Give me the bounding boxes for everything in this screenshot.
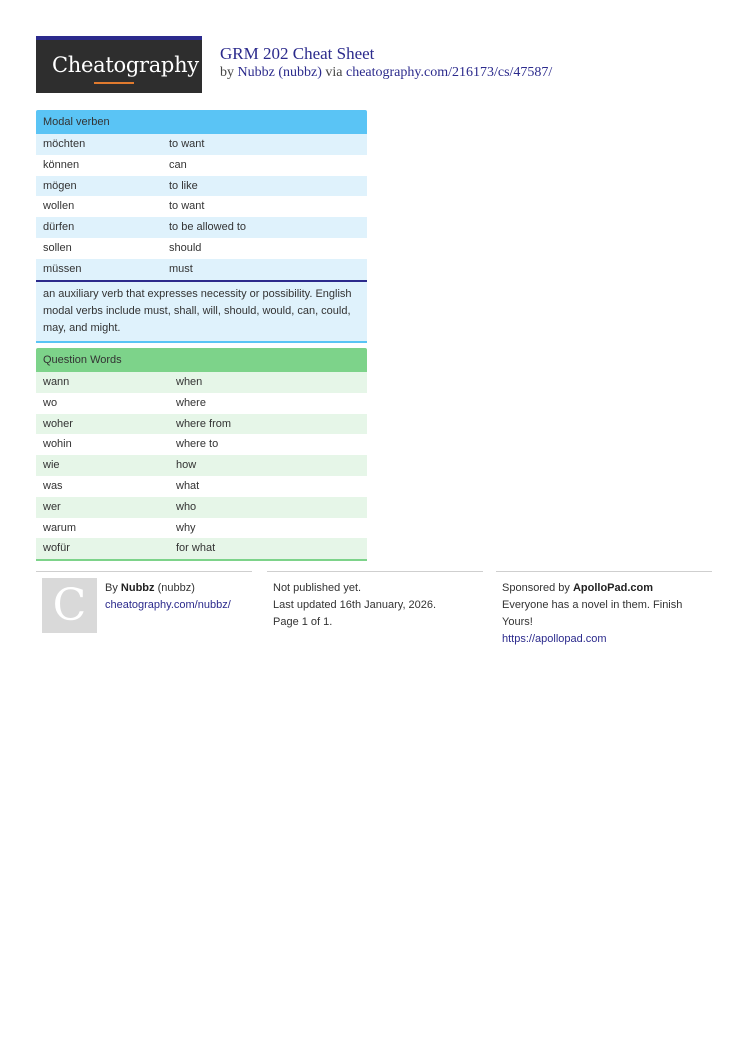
section-title: Question Words	[36, 348, 367, 372]
german-word: mögen	[43, 179, 77, 192]
german-word: wer	[43, 500, 61, 513]
footer-divider	[36, 571, 252, 572]
last-updated: Last updated 16th January, 2026.	[273, 599, 437, 611]
table-row	[36, 518, 367, 539]
table-row	[36, 259, 367, 282]
english-meaning: where from	[176, 417, 232, 430]
english-meaning: how	[176, 459, 197, 472]
author-profile-link[interactable]: cheatography.com/nubbz/	[105, 599, 231, 611]
table-row	[36, 372, 367, 393]
footer-divider	[496, 571, 712, 572]
logo-text: Cheatography	[52, 53, 199, 77]
table-row	[36, 434, 367, 455]
table-row	[36, 176, 367, 197]
german-word: wollen	[43, 200, 75, 213]
author-link[interactable]: Nubbz (nubbz)	[237, 65, 322, 80]
english-meaning: when	[176, 376, 203, 388]
german-word: warum	[43, 521, 77, 534]
german-word: wann	[43, 376, 70, 388]
footer-by: By	[105, 582, 118, 594]
sponsor-link[interactable]: https://apollopad.com	[502, 633, 607, 645]
german-word: müssen	[43, 262, 82, 275]
table-row	[36, 476, 367, 497]
table-row	[36, 455, 367, 476]
footer-sponsor	[502, 580, 702, 648]
table-row	[36, 134, 367, 155]
english-meaning: can	[169, 158, 187, 171]
german-word: woher	[43, 417, 73, 430]
english-meaning: where to	[176, 438, 219, 451]
table-row	[36, 414, 367, 435]
german-word: was	[43, 479, 63, 492]
sponsor-name: ApolloPad.com	[572, 582, 654, 594]
page-title: GRM 202 Cheat Sheet	[220, 44, 375, 63]
english-meaning: for what	[176, 542, 216, 555]
footer-author-name: Nubbz	[120, 582, 155, 594]
german-word: wofür	[43, 542, 70, 555]
english-meaning: to want	[169, 200, 205, 213]
table-row	[36, 217, 367, 238]
sponsored-by-label: Sponsored by	[502, 582, 570, 594]
table-row	[36, 538, 367, 561]
german-word: möchten	[43, 138, 86, 150]
section-title: Modal verben	[36, 110, 367, 134]
byline	[220, 65, 552, 81]
table-row	[36, 393, 367, 414]
footer-divider	[267, 571, 483, 572]
english-meaning: to want	[169, 138, 205, 150]
table-row	[36, 238, 367, 259]
table-row	[36, 196, 367, 217]
page-number: Page 1 of 1.	[273, 616, 333, 628]
table-row	[36, 155, 367, 176]
english-meaning: must	[169, 262, 193, 275]
german-word: dürfen	[43, 221, 75, 234]
english-meaning: where	[176, 396, 206, 409]
footer-author-handle: (nubbz)	[157, 582, 195, 594]
byline-via: via	[325, 65, 343, 80]
german-word: wie	[43, 459, 60, 472]
table-row	[36, 497, 367, 518]
byline-by: by	[220, 65, 234, 80]
german-word: sollen	[43, 241, 72, 254]
modal-verben-section	[36, 110, 367, 343]
published-status: Not published yet.	[273, 582, 362, 594]
question-words-section	[36, 348, 367, 561]
cheatography-logo[interactable]	[36, 36, 202, 93]
sponsor-text: Everyone has a novel in them. Finish Yours!	[502, 599, 683, 628]
english-meaning: should	[169, 241, 202, 254]
english-meaning: what	[176, 479, 200, 492]
german-word: können	[43, 158, 80, 171]
sheet-url-link[interactable]: cheatography.com/216173/cs/47587/	[345, 65, 553, 80]
german-word: wohin	[43, 438, 72, 451]
footer-author	[105, 580, 231, 614]
english-meaning: who	[176, 500, 197, 513]
author-avatar: C	[42, 578, 97, 633]
english-meaning: to be allowed to	[169, 221, 247, 234]
logo-underline	[94, 82, 134, 84]
footer-publish-info	[273, 580, 436, 631]
german-word: wo	[43, 396, 58, 409]
english-meaning: to like	[169, 179, 198, 192]
english-meaning: why	[176, 521, 196, 534]
section-note: an auxiliary verb that expresses necessity or possibility. English modal verbs include must, shall, will, should, would, can, could, may, and might.	[36, 282, 367, 343]
